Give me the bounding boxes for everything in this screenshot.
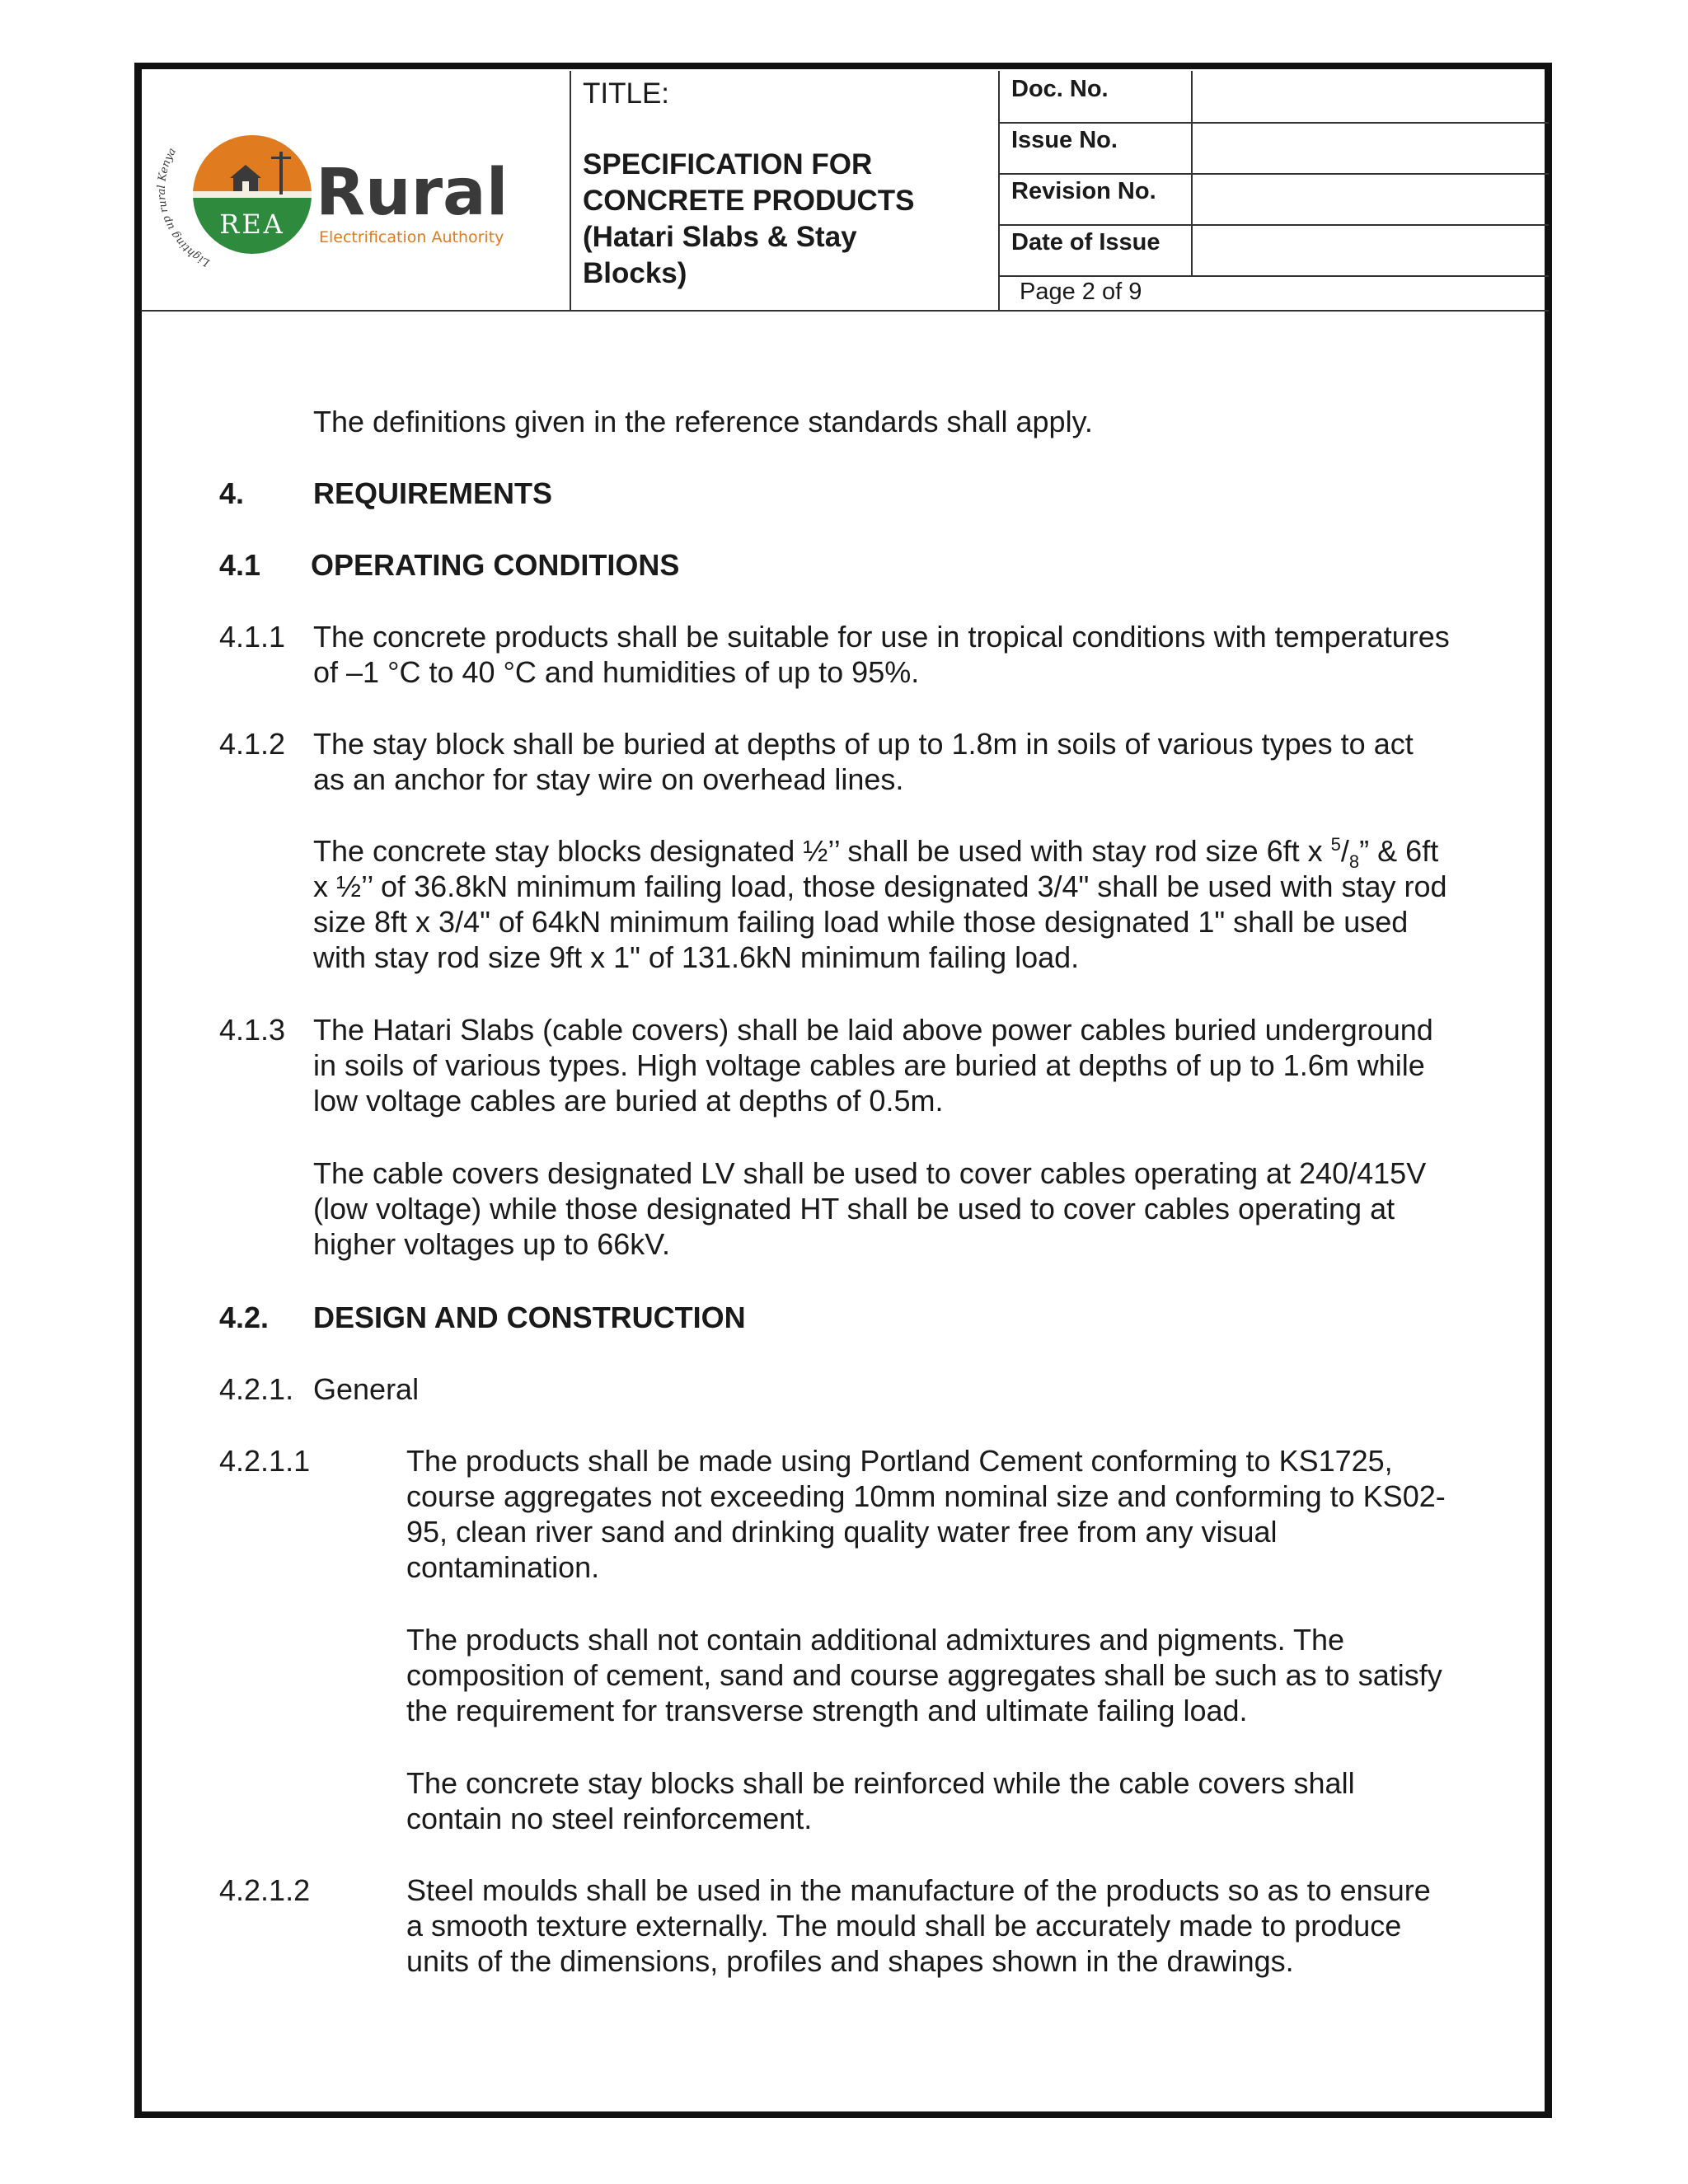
paragraph xyxy=(313,833,1447,975)
text-line: low voltage cables are buried at depths of 0.5m. xyxy=(313,1084,944,1118)
fraction-numerator: 5 xyxy=(1330,834,1341,855)
text-line: x ½’’ of 36.8kN minimum failing load, those designated 3/4" shall be used with stay rod xyxy=(313,869,1447,903)
text-line: higher voltages up to 66kV. xyxy=(313,1227,670,1261)
text-span: The concrete stay blocks designated ½’’ shall be used with stay rod size 6ft x xyxy=(313,834,1331,868)
title-label: TITLE: xyxy=(583,77,670,110)
doc-no-label: Doc. No. xyxy=(998,71,1193,122)
document-header xyxy=(141,71,1549,312)
text-line: the requirement for transverse strength and ultimate failing load. xyxy=(406,1694,1248,1727)
paragraph xyxy=(406,1622,1442,1728)
logo-cell xyxy=(141,71,571,310)
title-line: CONCRETE PRODUCTS xyxy=(583,185,915,217)
text-line: as an anchor for stay wire on overhead lines. xyxy=(313,762,904,796)
clause-number: 4.1.2 xyxy=(219,727,286,761)
document-meta-table xyxy=(998,71,1549,310)
section-heading: OPERATING CONDITIONS xyxy=(311,548,680,582)
document-title xyxy=(583,147,987,292)
text-line: with stay rod size 9ft x 1" of 131.6kN minimum failing load. xyxy=(313,940,1080,974)
text-line: The concrete stay blocks shall be reinforced while the cable covers shall xyxy=(406,1766,1355,1800)
doc-no-value xyxy=(1193,71,1549,122)
text-line: a smooth texture externally. The mould shall be accurately made to produce xyxy=(406,1909,1402,1943)
text-line: The cable covers designated LV shall be used to cover cables operating at 240/415V xyxy=(313,1156,1427,1190)
text-line: The Hatari Slabs (cable covers) shall be laid above power cables buried underground xyxy=(313,1013,1433,1047)
date-of-issue-value xyxy=(1193,224,1549,275)
issue-no-value xyxy=(1193,122,1549,173)
text-line: course aggregates not exceeding 10mm nominal size and conforming to KS02- xyxy=(406,1479,1446,1513)
paragraph xyxy=(313,619,1450,690)
section-heading: REQUIREMENTS xyxy=(313,476,553,510)
paragraph xyxy=(313,726,1414,797)
section-number: 4.2. xyxy=(219,1301,270,1334)
text-line: contain no steel reinforcement. xyxy=(406,1802,813,1835)
paragraph xyxy=(313,1012,1433,1118)
text-line: size 8ft x 3/4" of 64kN minimum failing load while those designated 1" shall be used xyxy=(313,905,1409,939)
issue-no-label: Issue No. xyxy=(998,122,1193,173)
subsection-heading: General xyxy=(313,1372,420,1406)
title-line: (Hatari Slabs & Stay xyxy=(583,221,857,253)
logo-initials: REA xyxy=(219,209,285,240)
paragraph xyxy=(406,1765,1355,1836)
text-line: (low voltage) while those designated HT shall be used to cover cables operating at xyxy=(313,1192,1395,1226)
text-line: in soils of various types. High voltage cables are buried at depths of up to 1.6m while xyxy=(313,1048,1425,1082)
text-span: ” & 6ft xyxy=(1359,834,1439,868)
page-number: Page 2 of 9 xyxy=(1020,279,1142,305)
text-line: of –1 °C to 40 °C and humidities of up to 95%. xyxy=(313,655,920,689)
text-line: composition of cement, sand and course aggregates shall be such as to satisfy xyxy=(406,1658,1442,1692)
paragraph xyxy=(406,1872,1431,1979)
text-line: The stay block shall be buried at depths of up to 1.8m in soils of various types to act xyxy=(313,727,1414,761)
clause-number: 4.2.1.2 xyxy=(219,1873,311,1907)
title-line: SPECIFICATION FOR xyxy=(583,148,873,180)
paragraph xyxy=(313,1155,1426,1262)
logo-subtitle: Electrification Authority xyxy=(319,228,504,246)
text-line: 95, clean river sand and drinking quality water free from any visual xyxy=(406,1515,1278,1549)
paragraph xyxy=(406,1443,1446,1585)
section-number: 4. xyxy=(219,476,245,510)
fraction-denominator: 8 xyxy=(1348,851,1360,873)
clause-number: 4.2.1. xyxy=(219,1372,294,1406)
title-line: Blocks) xyxy=(583,257,687,289)
definitions-text: The definitions given in the reference standards shall apply. xyxy=(313,405,1093,438)
revision-no-value xyxy=(1193,173,1549,224)
logo-tagline: Lighting up rural Kenya xyxy=(155,146,212,269)
date-of-issue-label: Date of Issue xyxy=(998,224,1193,275)
clause-number: 4.1.1 xyxy=(219,620,286,654)
text-line: units of the dimensions, profiles and shapes shown in the drawings. xyxy=(406,1944,1294,1978)
doc-no-row xyxy=(998,71,1549,124)
text-line: The concrete stay blocks designated ½’’ shall be used with stay rod size 6ft x $^5/_8$” & 6ft xyxy=(313,834,1439,873)
section-heading: DESIGN AND CONSTRUCTION xyxy=(313,1301,746,1334)
revision-no-label: Revision No. xyxy=(998,173,1193,224)
issue-no-row xyxy=(998,122,1549,175)
text-line: contamination. xyxy=(406,1550,600,1584)
section-number: 4.1 xyxy=(219,548,261,582)
text-line: The products shall be made using Portland Cement conforming to KS1725, xyxy=(406,1444,1393,1478)
clause-number: 4.2.1.1 xyxy=(219,1444,311,1478)
date-of-issue-row xyxy=(998,224,1549,277)
rea-logo xyxy=(141,71,570,310)
text-line: The products shall not contain additional admixtures and pigments. The xyxy=(406,1623,1345,1657)
clause-number: 4.1.3 xyxy=(219,1013,286,1047)
text-line: Steel moulds shall be used in the manufacture of the products so as to ensure xyxy=(406,1873,1431,1907)
title-cell xyxy=(570,71,1000,310)
text-line: The concrete products shall be suitable for use in tropical conditions with temperatures xyxy=(313,620,1450,654)
revision-no-row xyxy=(998,173,1549,226)
logo-wordmark: Rural xyxy=(316,156,509,230)
